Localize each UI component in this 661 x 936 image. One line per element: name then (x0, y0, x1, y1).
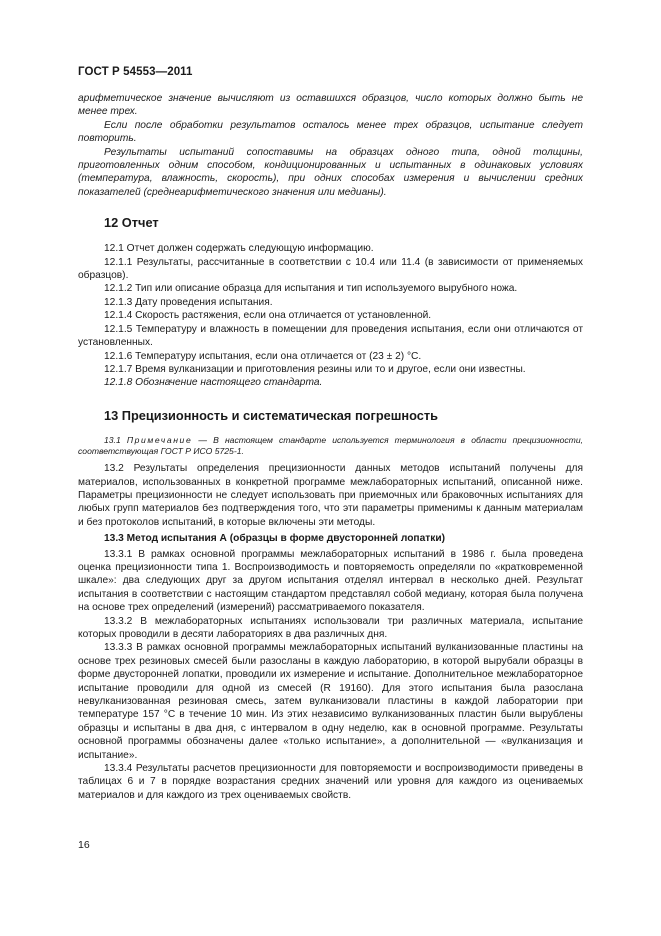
item-12-1-8: 12.1.8 Обозначение настоящего стандарта. (104, 377, 323, 389)
document-header: ГОСТ Р 54553—2011 (78, 66, 193, 78)
item-12-1: 12.1 Отчет должен содержать следующую информацию. (104, 243, 374, 255)
item-12-1-6: 12.1.6 Температуру испытания, если она отличается от (23 ± 2) °С. (104, 350, 422, 362)
item-12-1-2: 12.1.2 Тип или описание образца для испытания и тип используемого вырубного ножа. (104, 283, 518, 295)
note-text: — В настоящем стандарте используется терминология в области прецизионности, соответствующая ГОСТ Р ИСО 5725-1. (78, 434, 583, 456)
intro-paragraph-2: Если после обработки результатов осталось менее трех образцов, испытание следует повторить. (78, 119, 583, 145)
paragraph-13-3-1: 13.3.1 В рамках основной программы межлабораторных испытаний в 1986 г. была проведена оценка прецизионности типа 1. Воспроизводимость и повторяемость определяли по «кратковременной шкале»: два следующих друг за другом испытания отделял интервал в несколько дней. Результат испытания в соответствии с настоящим стандартом представлял собой медиану, которая была получена на основе трех определений (измерений) рассматриваемого показателя. (78, 548, 583, 614)
page-number: 16 (78, 839, 90, 851)
subsection-13-3-heading: 13.3 Метод испытания А (образцы в форме двусторонней лопатки) (104, 533, 445, 545)
note-label: Примечание (126, 434, 193, 445)
item-12-1-7: 12.1.7 Время вулканизации и приготовления резины или то и другое, если они известны. (104, 363, 526, 375)
note-number: 13.1 (104, 434, 127, 445)
paragraph-13-3-4: 13.3.4 Результаты расчетов прецизионности для повторяемости и воспроизводимости приведены в таблицах 6 и 7 в порядке возрастания средних значений или уровня для каждого из оцениваемых материалов и для каждого из трех оцениваемых свойств. (78, 763, 583, 801)
item-12-1-5: 12.1.5 Температуру и влажность в помещении для проведения испытания, если они отличаются от установленных. (78, 323, 583, 349)
section-12-heading: 12 Отчет (104, 215, 159, 231)
intro-paragraph-3: Результаты испытаний сопоставимы на образцах одного типа, одной толщины, приготовленных одним способом, кондиционированных и испытанных в одинаковых условиях (температура, влажность, скорость), при одних способах измерения и вычислении средних показателей (среднеарифметического значения или медианы). (78, 146, 583, 198)
section-13-heading: 13 Прецизионность и систематическая погрешность (104, 407, 439, 423)
item-12-1-3: 12.1.3 Дату проведения испытания. (104, 296, 273, 308)
paragraph-13-3-2: 13.3.2 В межлабораторных испытаниях использовали три различных материала, испытание которых проводили в десяти лабораториях в два различных дня. (78, 615, 583, 640)
item-12-1-4: 12.1.4 Скорость растяжения, если она отличается от установленной. (104, 310, 432, 322)
note-13-1 (78, 435, 583, 457)
intro-paragraph-1: арифметическое значение вычисляют из оставшихся образцов, число которых должно быть не менее трех. (78, 93, 583, 118)
item-12-1-1: 12.1.1 Результаты, рассчитанные в соответствии с 10.4 или 11.4 (в зависимости от применяемых образцов). (78, 256, 583, 282)
paragraph-13-2: 13.2 Результаты определения прецизионности данных методов испытаний получены для материалов, использованных в конкретной программе межлабораторных испытаний, описанной ниже. Параметры прецизионности не следует использовать при приемочных или браковочных испытаниях для любых групп материалов без подтверждения того, что эти параметры применимы к данным материалам и без протоколов испытаний, в которые включены эти методы. (78, 463, 583, 528)
paragraph-13-3-3: 13.3.3 В рамках основной программы межлабораторных испытаний вулканизованные пластины на основе трех резиновых смесей были разосланы в каждую лабораторию, в которой вырубали образцы в форме двусторонней лопатки, проводили их измерение и испытание. Дополнительное межлабораторное испытание проводили для одной из смесей (R 19160). Для этого испытания была разослана невулканизованная резиновая смесь, затем вулканизовали пластины в каждой лаборатории при температуре 157 °С в течение 10 мин. Из этих независимо вулканизованных пластин были вырублены образцы и испытаны в два дня, с интервалом в одну неделю, как в основной программе. Результаты основной программы обозначены далее «только испытание», а дополнительной — «вулканизация и испытание». (78, 642, 583, 761)
document-body (78, 92, 583, 802)
